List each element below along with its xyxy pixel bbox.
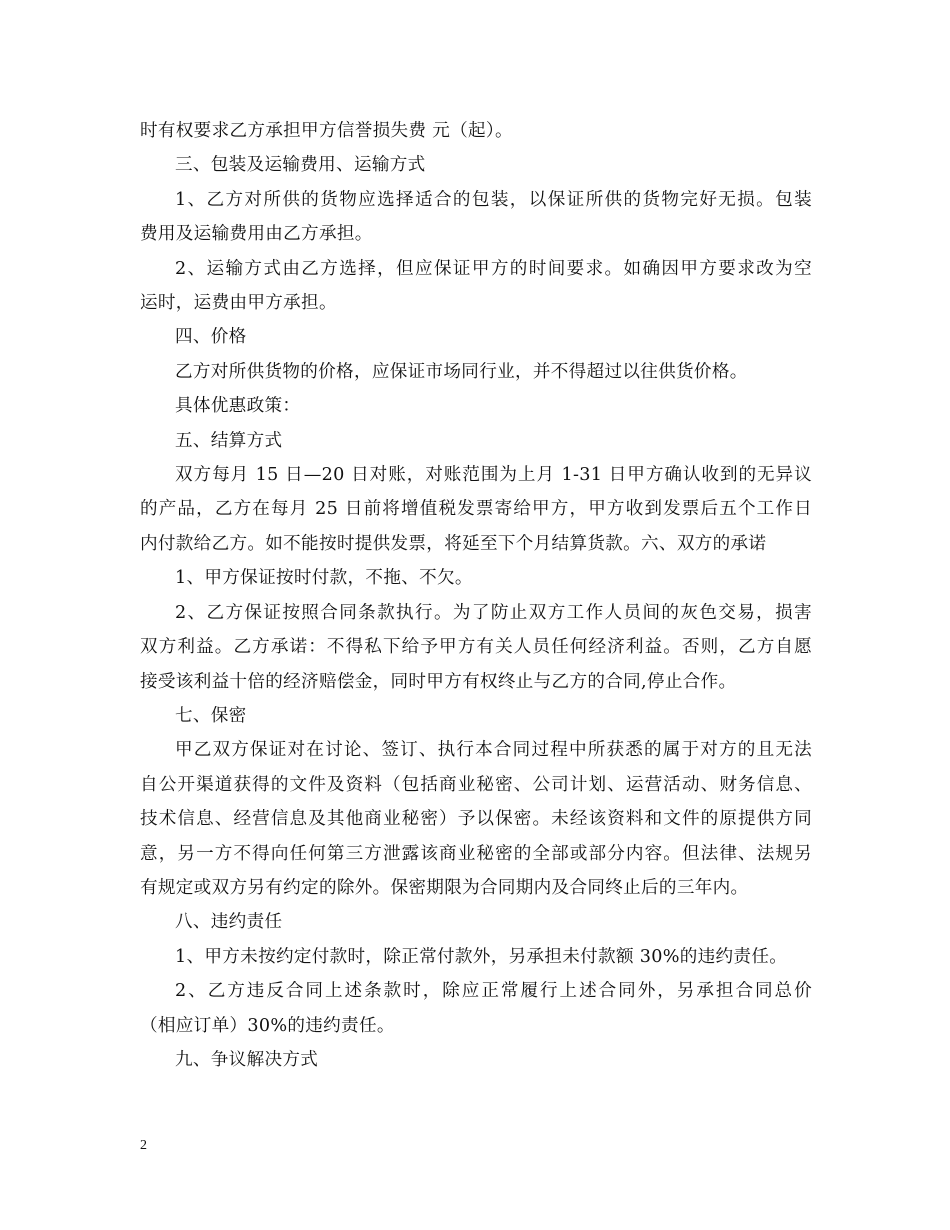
text-line: 自公开渠道获得的文件及资料（包括商业秘密、公司计划、运营活动、财务信息、 (140, 774, 812, 795)
text-line: 内付款给乙方。如不能按时提供发票，将延至下个月结算货款。六、双方的承诺 (140, 533, 767, 554)
section-heading-settlement: 五、结算方式 (175, 430, 283, 451)
text-line: 乙方对所供货物的价格，应保证市场同行业，并不得超过以往供货价格。 (175, 361, 748, 382)
section-heading-packaging-transport: 三、包装及运输费用、运输方式 (175, 155, 426, 176)
text-line: 的产品，乙方在每月 25 日前将增值税发票寄给甲方，甲方收到发票后五个工作日 (140, 499, 812, 520)
text-line: 时有权要求乙方承担甲方信誉损失费 元（起）。 (140, 121, 513, 141)
text-line: 2、乙方保证按照合同条款执行。为了防止双方工作人员间的灰色交易，损害 (175, 602, 812, 623)
text-line: 运时，运费由甲方承担。 (140, 293, 337, 314)
text-line: 1、甲方保证按时付款，不拖、不欠。 (175, 568, 473, 589)
text-line: 2、运输方式由乙方选择，但应保证甲方的时间要求。如确因甲方要求改为空 (175, 258, 812, 279)
text-line: 技术信息、经营信息及其他商业秘密）予以保密。未经该资料和文件的原提供方同 (140, 809, 812, 830)
text-line: 费用及运输费用由乙方承担。 (140, 224, 373, 245)
text-line: 2、乙方违反合同上述条款时，除应正常履行上述合同外，另承担合同总价 (175, 981, 812, 1002)
text-line: 1、乙方对所供的货物应选择适合的包装，以保证所供的货物完好无损。包装 (175, 189, 812, 210)
text-line: 1、甲方未按约定付款时，除正常付款外，另承担未付款额 30%的违约责任。 (175, 946, 788, 967)
section-heading-price: 四、价格 (175, 327, 247, 348)
text-line: 意，另一方不得向任何第三方泄露该商业秘密的全部或部分内容。但法律、法规另 (140, 843, 812, 864)
text-line: 有规定或双方另有约定的除外。保密期限为合同期内及合同终止后的三年内。 (140, 877, 749, 898)
section-heading-dispute: 九、争议解决方式 (175, 1049, 319, 1070)
section-heading-confidentiality: 七、保密 (175, 705, 247, 726)
text-line: （相应订单）30%的违约责任。 (140, 1015, 395, 1036)
document-body (140, 114, 812, 1077)
text-line: 具体优惠政策： (175, 396, 301, 417)
page-number: 2 (140, 1138, 147, 1153)
text-line: 甲乙双方保证对在讨论、签订、执行本合同过程中所获悉的属于对方的且无法 (175, 740, 812, 761)
section-heading-breach: 八、违约责任 (175, 912, 283, 933)
text-line: 接受该利益十倍的经济赔偿金，同时甲方有权终止与乙方的合同,停止合作。 (140, 671, 737, 692)
text-line: 双方利益。乙方承诺：不得私下给予甲方有关人员任何经济利益。否则，乙方自愿 (140, 637, 812, 658)
text-line: 双方每月 15 日—20 日对账，对账范围为上月 1-31 日甲方确认收到的无异议 (175, 465, 812, 486)
